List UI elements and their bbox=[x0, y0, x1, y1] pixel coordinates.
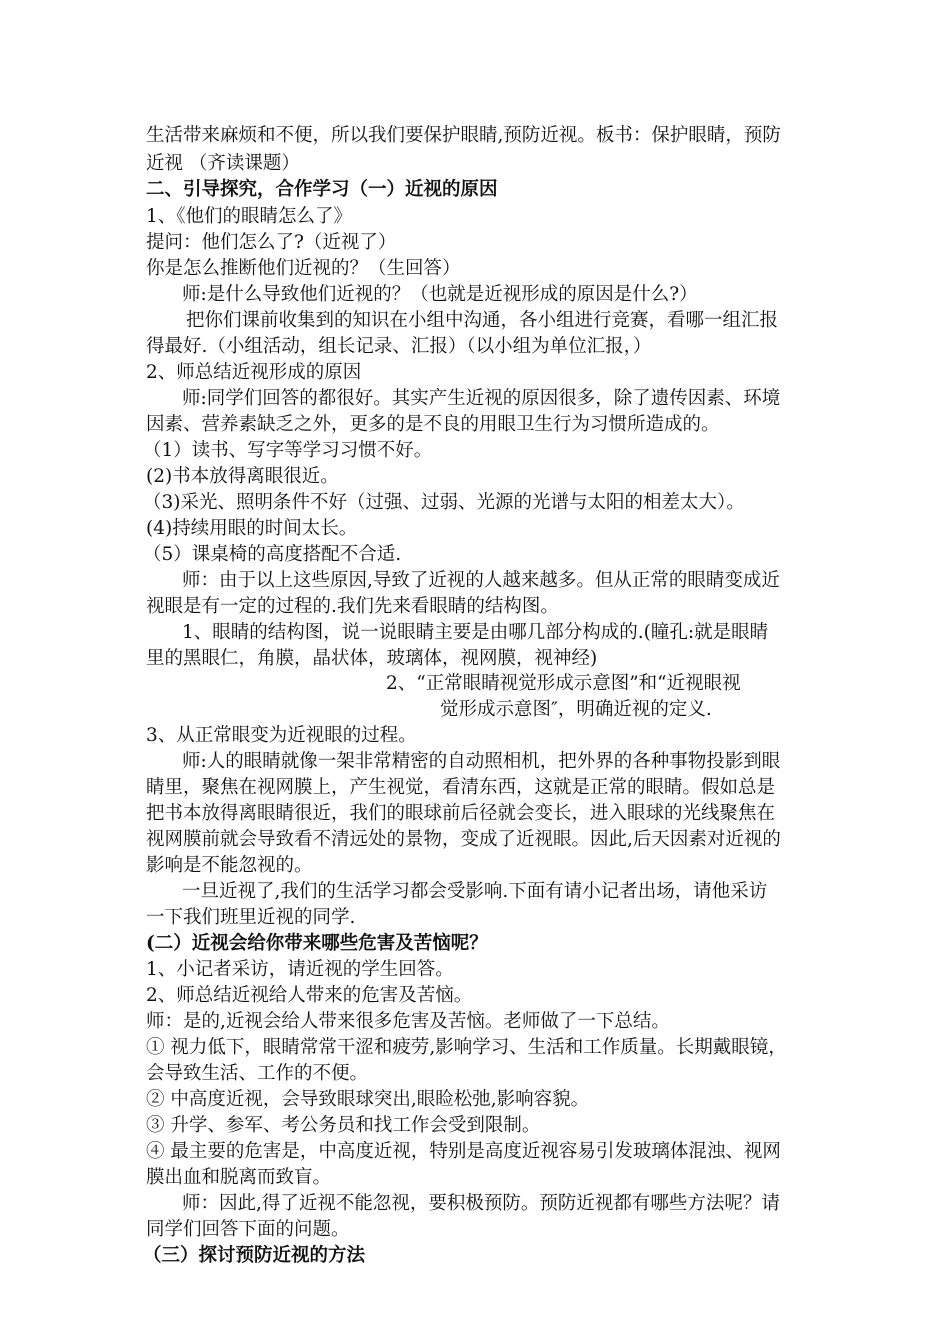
list-item: ③ 升学、参军、考公务员和找工作会受到限制。 bbox=[146, 1115, 541, 1136]
list-item: ① 视力低下，眼睛常常干涩和疲劳,影响学习、生活和工作质量。长期戴眼镜， bbox=[146, 1037, 787, 1058]
text-line: 师:同学们回答的都很好。其实产生近视的原因很多，除了遗传因素、环境 bbox=[182, 388, 781, 409]
text-line: 得最好.（小组活动，组长记录、汇报）（以小组为单位汇报，） bbox=[146, 336, 652, 357]
text-line: 你是怎么推断他们近视的？（生回答） bbox=[146, 258, 461, 279]
text-line: 里的黑眼仁，角膜，晶状体，玻璃体，视网膜，视神经) bbox=[146, 648, 598, 669]
section-heading: （三）探讨预防近视的方法 bbox=[143, 1245, 366, 1266]
text-line: 师:是什么导致他们近视的？（也就是近视形成的原因是什么?） bbox=[182, 284, 698, 305]
section-heading: (二）近视会给你带来哪些危害及苦恼呢？ bbox=[146, 933, 488, 954]
text-line: 近视 （齐读课题） bbox=[146, 153, 300, 174]
text-line: 同学们回答下面的问题。 bbox=[146, 1219, 350, 1240]
text-line: 膜出血和脱离而致盲。 bbox=[146, 1167, 332, 1188]
text-line: 生活带来麻烦和不便，所以我们要保护眼睛,预防近视。板书：保护眼睛，预防 bbox=[146, 125, 781, 146]
section-heading: 二、引导探究，合作学习（一）近视的原因 bbox=[146, 179, 498, 200]
text-line: 师：是的,近视会给人带来很多危害及苦恼。老师做了一下总结。 bbox=[146, 1011, 670, 1032]
text-line: 3、从正常眼变为近视眼的过程。 bbox=[146, 725, 417, 746]
text-line: 睛里，聚焦在视网膜上，产生视觉，看清东西，这就是正常的眼睛。假如总是 bbox=[146, 777, 776, 798]
text-line: 师：由于以上这些原因,导致了近视的人越来越多。但从正常的眼睛变成近 bbox=[182, 570, 780, 591]
list-item: （5）课桌椅的高度搭配不合适. bbox=[143, 544, 402, 565]
list-item: ② 中高度近视，会导致眼球突出,眼睑松弛,影响容貌。 bbox=[146, 1089, 590, 1110]
text-line: 因素、营养素缺乏之外，更多的是不良的用眼卫生行为习惯所造成的。 bbox=[146, 414, 720, 435]
text-line: 2、“正常眼睛视觉形成示意图”和“近视眼视 bbox=[386, 673, 741, 694]
text-line: 把你们课前收集到的知识在小组中沟通，各小组进行竞赛，看哪一组汇报 bbox=[186, 310, 779, 331]
text-line: 2、师总结近视形成的原因 bbox=[146, 362, 362, 383]
text-line: 1、《他们的眼睛怎么了》 bbox=[146, 206, 353, 227]
text-line: 把书本放得离眼睛很近，我们的眼球前后径就会变长，进入眼球的光线聚焦在 bbox=[146, 803, 776, 824]
list-item: (4)持续用眼的时间太长。 bbox=[146, 518, 358, 539]
list-item: (2)书本放得离眼很近。 bbox=[146, 466, 339, 487]
text-line: 一旦近视了,我们的生活学习都会受影响.下面有请小记者出场，请他采访 bbox=[182, 881, 768, 902]
text-line: 视网膜前就会导致看不清远处的景物，变成了近视眼。因此,后天因素对近视的 bbox=[146, 829, 781, 850]
text-line: 提问：他们怎么了?（近视了） bbox=[146, 232, 397, 253]
text-line: 1、小记者采访，请近视的学生回答。 bbox=[146, 959, 454, 980]
text-line: 师:人的眼睛就像一架非常精密的自动照相机，把外界的各种事物投影到眼 bbox=[182, 751, 781, 772]
text-line: 觉形成示意图″，明确近视的定义. bbox=[440, 699, 712, 720]
text-line: 师：因此,得了近视不能忽视，要积极预防。预防近视都有哪些方法呢？请 bbox=[182, 1193, 780, 1214]
text-line: 影响是不能忽视的。 bbox=[146, 855, 313, 876]
list-item: （3)采光、照明条件不好（过强、过弱、光源的光谱与太阳的相差太大）。 bbox=[143, 492, 745, 513]
text-line: 1、眼睛的结构图，说一说眼睛主要是由哪几部分构成的.(瞳孔:就是眼睛 bbox=[182, 622, 769, 643]
list-item: ④ 最主要的危害是，中高度近视，特别是高度近视容易引发玻璃体混浊、视网 bbox=[146, 1141, 781, 1162]
list-item: （1）读书、写字等学习习惯不好。 bbox=[143, 440, 433, 461]
text-line: 视眼是有一定的过程的.我们先来看眼睛的结构图。 bbox=[146, 596, 559, 617]
text-line: 一下我们班里近视的同学. bbox=[146, 907, 356, 928]
text-line: 会导致生活、工作的不便。 bbox=[146, 1063, 369, 1084]
text-line: 2、师总结近视给人带来的危害及苦恼。 bbox=[146, 985, 473, 1006]
